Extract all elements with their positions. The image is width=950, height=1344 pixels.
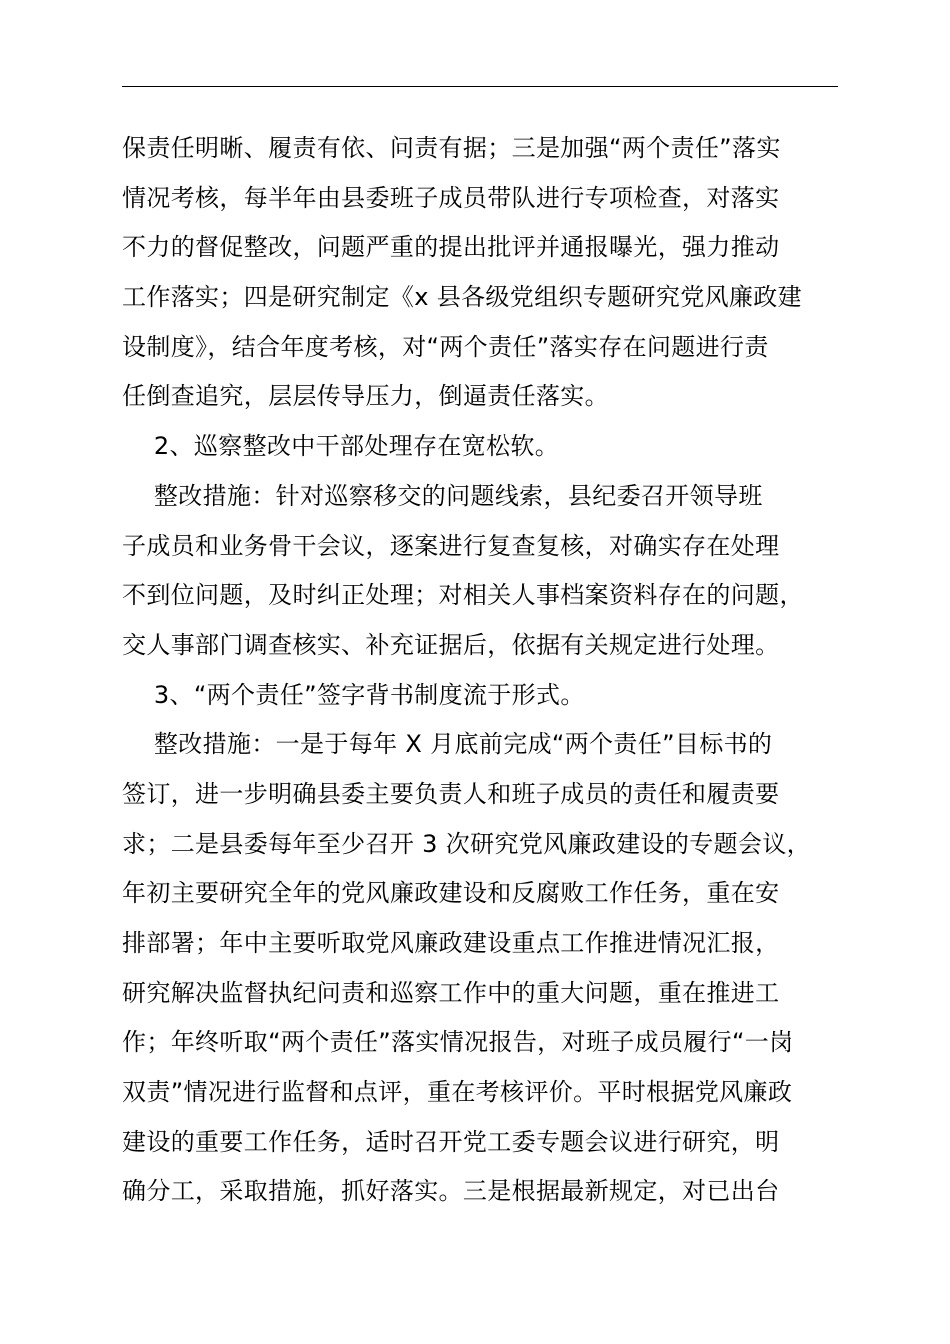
text-line: 排部署；年中主要听取党风廉政建设重点工作推进情况汇报， [122, 929, 780, 957]
text-line: 确分工，采取措施，抓好落实。三是根据最新规定，对已出台 [122, 1177, 780, 1206]
text-line: 求；二是县委每年至少召开 3 次研究党风廉政建设的专题会议， [122, 829, 812, 858]
section-heading-3: 3、“两个责任”签字背书制度流于形式。 [122, 680, 585, 709]
text-line: 作；年终听取“两个责任”落实情况报告，对班子成员履行“一岗 [122, 1028, 794, 1057]
text-line: 交人事部门调查核实、补充证据后，依据有关规定进行处理。 [122, 630, 780, 659]
text-line: 不力的督促整改，问题严重的提出批评并通报曝光，强力推动 [122, 233, 780, 262]
text-line: 整改措施：一是于每年 X 月底前完成“两个责任”目标书的 [122, 730, 773, 759]
text-line: 不到位问题，及时纠正处理；对相关人事档案资料存在的问题， [122, 581, 804, 610]
text-line: 情况考核，每半年由县委班子成员带队进行专项检查，对落实 [122, 183, 780, 212]
header-rule [122, 86, 838, 87]
text-line: 整改措施：针对巡察移交的问题线索，县纪委召开领导班 [122, 481, 763, 510]
section-heading-2: 2、巡察整改中干部处理存在宽松软。 [122, 432, 560, 461]
text-line: 保责任明晰、履责有依、问责有据；三是加强“两个责任”落实 [122, 134, 781, 162]
text-line: 年初主要研究全年的党风廉政建设和反腐败工作任务，重在安 [122, 879, 780, 908]
text-line: 建设的重要工作任务，适时召开党工委专题会议进行研究，明 [122, 1127, 780, 1156]
text-line: 子成员和业务骨干会议，逐案进行复查复核，对确实存在处理 [122, 531, 780, 560]
text-line: 任倒查追究，层层传导压力，倒逼责任落实。 [122, 382, 609, 411]
text-line: 工作落实；四是研究制定《x 县各级党组织专题研究党风廉政建 [122, 283, 802, 312]
text-line: 研究解决监督执纪问责和巡察工作中的重大问题，重在推进工 [122, 978, 780, 1007]
text-line: 设制度》，结合年度考核，对“两个责任”落实存在问题进行责 [122, 332, 769, 361]
text-line: 签订，进一步明确县委主要负责人和班子成员的责任和履责要 [122, 779, 780, 808]
text-line: 双责”情况进行监督和点评，重在考核评价。平时根据党风廉政 [122, 1078, 793, 1107]
document-body [122, 124, 862, 1217]
